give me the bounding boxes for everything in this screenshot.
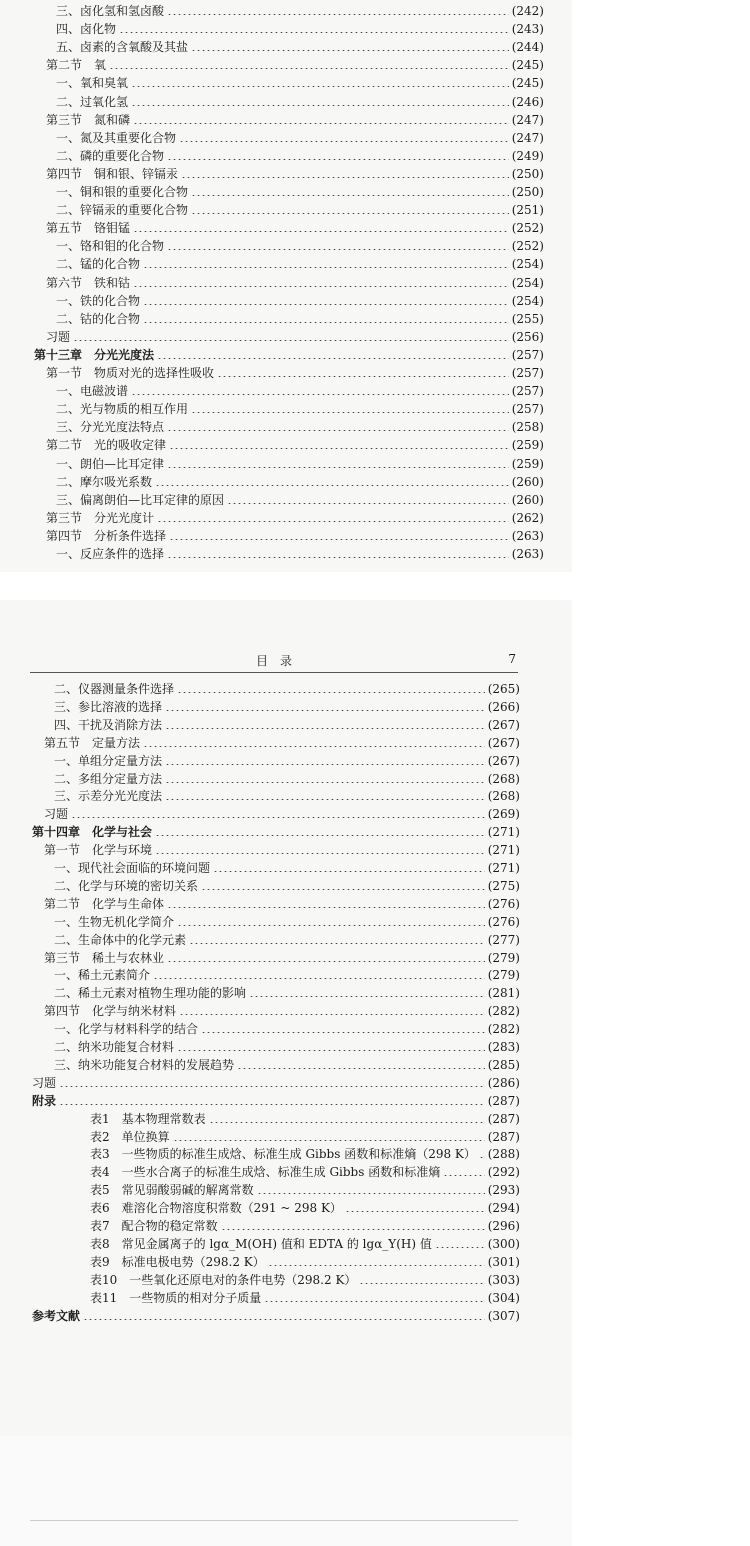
- toc-entry-page: (259): [511, 456, 544, 471]
- toc-entry-page: (242): [511, 4, 544, 18]
- leader-dots: [167, 961, 485, 962]
- toc-entry-title: 第十三章 分光光度法: [34, 347, 155, 362]
- leader-dots: [165, 728, 485, 729]
- toc-entry-title: 一、稀土元素简介: [54, 968, 151, 983]
- toc-entry-page: (260): [511, 474, 544, 489]
- toc-entry-page: (254): [511, 257, 544, 272]
- toc-entry-page: (262): [511, 510, 544, 525]
- leader-dots: [209, 1122, 485, 1123]
- toc-entry-page: (267): [487, 735, 520, 750]
- toc-entry-page: (285): [487, 1057, 520, 1072]
- toc-entry-title: 二、锰的化合物: [56, 257, 141, 272]
- toc-entry-title: 第三节 氮和磷: [46, 112, 131, 127]
- toc-entry-title: 表3 一些物质的标准生成焓、标准生成 Gibbs 函数和标准熵（298 K）: [90, 1147, 476, 1162]
- toc-entry-page: (271): [487, 861, 520, 875]
- leader-dots: [479, 1157, 485, 1158]
- toc-entry-title: 第四节 铜和银、锌镉汞: [46, 166, 179, 181]
- toc-entry: [54, 914, 520, 930]
- toc-entry-title: 一、朗伯—比耳定律: [56, 456, 165, 471]
- toc-entry-page: (257): [511, 347, 544, 362]
- leader-dots: [257, 1193, 485, 1194]
- toc-entry-page: (266): [487, 699, 520, 714]
- leader-dots: [177, 1050, 485, 1051]
- toc-entry: [32, 1093, 520, 1109]
- leader-dots: [249, 996, 485, 997]
- leader-dots: [177, 692, 485, 693]
- page-number: 7: [508, 652, 516, 666]
- toc-entry-page: (276): [487, 896, 520, 911]
- toc-entry: [54, 878, 520, 894]
- toc-entry: [54, 681, 520, 697]
- leader-dots: [155, 853, 485, 854]
- toc-entry-page: (257): [511, 384, 544, 399]
- toc-entry-title: 二、生命体中的化学元素: [54, 932, 187, 947]
- toc-entry-title: 四、干扰及消除方法: [54, 717, 163, 732]
- leader-dots: [165, 710, 485, 711]
- toc-entry-page: (257): [511, 366, 544, 380]
- toc-entry-title: 第一节 物质对光的选择性吸收: [46, 366, 215, 380]
- leader-dots: [359, 1283, 484, 1284]
- toc-entry-page: (245): [511, 76, 544, 91]
- leader-dots: [201, 1032, 485, 1033]
- toc-entry-title: 二、摩尔吸光系数: [56, 474, 153, 489]
- toc-entry: [54, 1057, 520, 1073]
- toc-entry-title: 一、氧和臭氧: [56, 76, 129, 91]
- toc-entry-page: (275): [487, 878, 520, 893]
- toc-entry-title: 表7 配合物的稳定常数: [90, 1219, 218, 1233]
- toc-entry-page: (282): [487, 1022, 520, 1037]
- toc-entry: [90, 1129, 520, 1145]
- toc-entry-page: (276): [487, 914, 520, 929]
- toc-entry: [32, 1308, 520, 1324]
- toc-entry-page: (257): [511, 402, 544, 417]
- toc-entry-page: (300): [487, 1236, 520, 1251]
- toc-entry: [44, 896, 520, 912]
- toc-entry-page: (286): [487, 1075, 520, 1090]
- toc-entry: [44, 806, 520, 822]
- toc-entry-title: 表8 常见金属离子的 lgα_M(OH) 值和 EDTA 的 lgα_Y(H) 值: [90, 1236, 432, 1251]
- toc-entry-page: (259): [511, 438, 544, 453]
- leader-dots: [179, 1014, 485, 1015]
- toc-entry: [90, 1236, 520, 1252]
- toc-entry-title: 三、示差分光光度法: [54, 789, 163, 804]
- toc-entry-page: (252): [511, 239, 544, 254]
- toc-entry-title: 二、多组分定量方法: [54, 771, 163, 786]
- leader-dots: [59, 1086, 485, 1087]
- toc-entry-page: (249): [511, 148, 544, 163]
- toc-entry-title: 表2 单位换算: [90, 1129, 170, 1144]
- toc-entry-page: (301): [487, 1254, 520, 1269]
- toc-entry-title: 一、现代社会面临的环境问题: [54, 861, 211, 875]
- leader-dots: [264, 1301, 484, 1302]
- toc-entry-page: (251): [511, 203, 544, 218]
- toc-entry-title: 第十四章 化学与社会: [32, 825, 153, 840]
- toc-entry-page: (265): [487, 682, 520, 696]
- toc-entry-page: (268): [487, 789, 520, 804]
- toc-entry-title: 一、反应条件的选择: [56, 547, 165, 561]
- toc-entry-page: (263): [511, 528, 544, 543]
- toc-entry-title: 表6 难溶化合物溶度积常数（291 ~ 298 K）: [90, 1201, 342, 1216]
- toc-entry-page: (267): [487, 717, 520, 732]
- toc-entry-title: 第五节 定量方法: [44, 735, 141, 750]
- page-header-title: 目 录: [255, 654, 292, 668]
- leader-dots: [165, 764, 485, 765]
- toc-entry-title: 一、化学与材料科学的结合: [54, 1022, 199, 1037]
- toc-entry-title: 一、铜和银的重要化合物: [56, 185, 189, 199]
- toc-entry-title: 二、磷的重要化合物: [56, 148, 165, 163]
- toc-entry-title: 三、分光光度法特点: [56, 420, 165, 435]
- leader-dots: [167, 907, 485, 908]
- toc-entry: [32, 1075, 520, 1091]
- leader-dots: [165, 782, 485, 783]
- toc-entry-page: (292): [487, 1165, 520, 1180]
- toc-entry-title: 第三节 分光光度计: [46, 510, 155, 525]
- toc-entry-page: (269): [487, 807, 520, 822]
- toc-entry-page: (247): [511, 130, 544, 145]
- toc-entry: [90, 1146, 520, 1162]
- toc-entry-title: 表10 一些氧化还原电对的条件电势（298.2 K）: [90, 1272, 357, 1287]
- toc-entry: [54, 753, 520, 769]
- toc-entry-page: (296): [487, 1219, 520, 1233]
- toc-entry: [90, 1290, 520, 1306]
- toc-entry-page: (287): [487, 1093, 520, 1108]
- toc-entry-page: (282): [487, 1004, 520, 1019]
- leader-dots: [155, 835, 485, 836]
- toc-entry-title: 一、铁的化合物: [56, 293, 141, 308]
- toc-entry-page: (255): [511, 311, 544, 326]
- toc-entry-page: (304): [487, 1290, 520, 1305]
- toc-entry-page: (277): [487, 932, 520, 947]
- toc-entry-title: 二、稀土元素对植物生理功能的影响: [54, 986, 247, 1001]
- toc-entry-page: (287): [487, 1111, 520, 1126]
- toc-entry-page: (250): [511, 185, 544, 199]
- leader-dots: [153, 978, 485, 979]
- toc-entry-page: (279): [487, 968, 520, 983]
- toc-entry-title: 一、单组分定量方法: [54, 753, 163, 768]
- toc-entry: [90, 1218, 520, 1234]
- toc-entry: [32, 824, 520, 840]
- toc-entry: [54, 932, 520, 948]
- toc-entry: [90, 1200, 520, 1216]
- toc-entry-title: 二、纳米功能复合材料: [54, 1040, 175, 1054]
- toc-entry: [44, 1003, 520, 1019]
- toc-entry-page: (267): [487, 753, 520, 768]
- toc-entry-page: (288): [487, 1147, 520, 1162]
- toc-entry-title: 一、铬和钼的化合物: [56, 239, 165, 254]
- leader-dots: [213, 871, 485, 872]
- toc-entry-page: (307): [487, 1308, 520, 1323]
- toc-entry-title: 三、参比溶液的选择: [54, 699, 163, 714]
- toc-entry: [44, 950, 520, 966]
- leader-dots: [221, 1229, 485, 1230]
- leader-dots: [189, 943, 485, 944]
- toc-entry: [54, 717, 520, 733]
- toc-entry-page: (268): [487, 771, 520, 786]
- toc-entry-page: (283): [487, 1040, 520, 1054]
- leader-dots: [143, 746, 485, 747]
- toc-entry: [90, 1272, 520, 1288]
- leader-dots: [83, 1319, 485, 1320]
- toc-entry-page: (243): [511, 22, 544, 37]
- toc-entry-page: (287): [487, 1129, 520, 1144]
- toc-entry: [54, 1039, 520, 1055]
- leader-dots: [173, 1140, 485, 1141]
- toc-entry-title: 五、卤素的含氧酸及其盐: [56, 40, 189, 55]
- toc-entry: [90, 1111, 520, 1127]
- toc-entry-title: 二、钴的化合物: [56, 311, 141, 326]
- toc-entry: [44, 735, 520, 751]
- toc-entry-title: 一、电磁波谱: [56, 384, 129, 399]
- toc-entry: [54, 985, 520, 1001]
- leader-dots: [237, 1068, 485, 1069]
- toc-entry-title: 二、仪器测量条件选择: [54, 682, 175, 696]
- toc-entry-title: 附录: [32, 1093, 57, 1108]
- toc-entry-page: (246): [511, 94, 544, 109]
- toc-entry-page: (252): [511, 221, 544, 236]
- toc-entry: [90, 1182, 520, 1198]
- toc-entry-title: 参考文献: [32, 1308, 81, 1323]
- toc-entry-page: (244): [511, 40, 544, 55]
- toc-entry-title: 表1 基本物理常数表: [90, 1111, 206, 1126]
- toc-entry-title: 二、光与物质的相互作用: [56, 402, 189, 417]
- leader-dots: [201, 889, 485, 890]
- toc-entry: [54, 860, 520, 876]
- toc-entry-page: (303): [487, 1272, 520, 1287]
- toc-entry: [44, 842, 520, 858]
- toc-entry-title: 二、锌镉汞的重要化合物: [56, 203, 189, 218]
- divider: [30, 1520, 518, 1521]
- toc-entry-title: 三、纳米功能复合材料的发展趋势: [54, 1057, 235, 1072]
- toc-entry-title: 二、过氧化氢: [56, 94, 129, 109]
- toc-entry-title: 表4 一些水合离子的标准生成焓、标准生成 Gibbs 函数和标准熵: [90, 1165, 441, 1180]
- toc-entry-page: (263): [511, 547, 544, 561]
- toc-entry: [54, 788, 520, 804]
- toc-entry-page: (250): [511, 166, 544, 181]
- leader-dots: [443, 1175, 485, 1176]
- toc-entry-title: 四、卤化物: [56, 22, 117, 37]
- toc-entry-page: (281): [487, 986, 520, 1001]
- toc-entry-title: 表11 一些物质的相对分子质量: [90, 1290, 262, 1305]
- toc-entry-title: 第一节 化学与环境: [44, 843, 153, 858]
- toc-entry: [54, 1021, 520, 1037]
- leader-dots: [71, 817, 485, 818]
- toc-entry-title: 第三节 稀土与农林业: [44, 950, 165, 965]
- toc-entry-page: (279): [487, 950, 520, 965]
- toc-entry: [90, 1164, 520, 1180]
- toc-entry-page: (271): [487, 843, 520, 858]
- toc-entry-title: 三、卤化氢和氢卤酸: [56, 4, 165, 18]
- toc-entry-title: 一、氮及其重要化合物: [56, 130, 177, 145]
- toc-entry-title: 第四节 化学与纳米材料: [44, 1004, 177, 1019]
- toc-entry: [54, 967, 520, 983]
- toc-entry-page: (258): [511, 420, 544, 435]
- leader-dots: [59, 1104, 485, 1105]
- toc-entry-title: 习题: [46, 329, 71, 344]
- toc-entry-title: 第二节 光的吸收定律: [46, 438, 167, 453]
- toc-entry-title: 第二节 氧: [46, 58, 107, 73]
- toc-entry-page: (260): [511, 492, 544, 507]
- toc-entry-title: 习题: [32, 1075, 57, 1090]
- toc-entry-title: 第五节 铬钼锰: [46, 221, 131, 236]
- toc-entry-title: 二、化学与环境的密切关系: [54, 878, 199, 893]
- toc-entry-title: 习题: [44, 807, 69, 822]
- toc-entry-page: (294): [487, 1201, 520, 1216]
- leader-dots: [435, 1247, 485, 1248]
- leader-dots: [268, 1265, 485, 1266]
- toc-entry-title: 三、偏离朗伯—比耳定律的原因: [56, 492, 225, 507]
- toc-entry-page: (256): [511, 329, 544, 344]
- toc-entry-title: 表5 常见弱酸弱碱的解离常数: [90, 1183, 254, 1198]
- toc-entry-title: 第二节 化学与生命体: [44, 896, 165, 911]
- toc-entry-title: 表9 标准电极电势（298.2 K）: [90, 1254, 265, 1269]
- toc-entry: [54, 771, 520, 787]
- leader-dots: [345, 1211, 485, 1212]
- toc-entry-page: (245): [511, 58, 544, 73]
- toc-entry-page: (271): [487, 825, 520, 840]
- toc-entry-title: 一、生物无机化学简介: [54, 914, 175, 929]
- toc-entry: [54, 699, 520, 715]
- toc-entry-page: (247): [511, 112, 544, 127]
- toc-entry-title: 第六节 铁和钴: [46, 275, 131, 290]
- toc-entry-page: (293): [487, 1183, 520, 1198]
- leader-dots: [165, 799, 485, 800]
- toc-entry-page: (254): [511, 293, 544, 308]
- scanned-page-tail: [0, 1436, 572, 1546]
- toc-entry-title: 第四节 分析条件选择: [46, 528, 167, 543]
- leader-dots: [177, 925, 485, 926]
- toc-entry-page: (254): [511, 275, 544, 290]
- toc-entry: [90, 1254, 520, 1270]
